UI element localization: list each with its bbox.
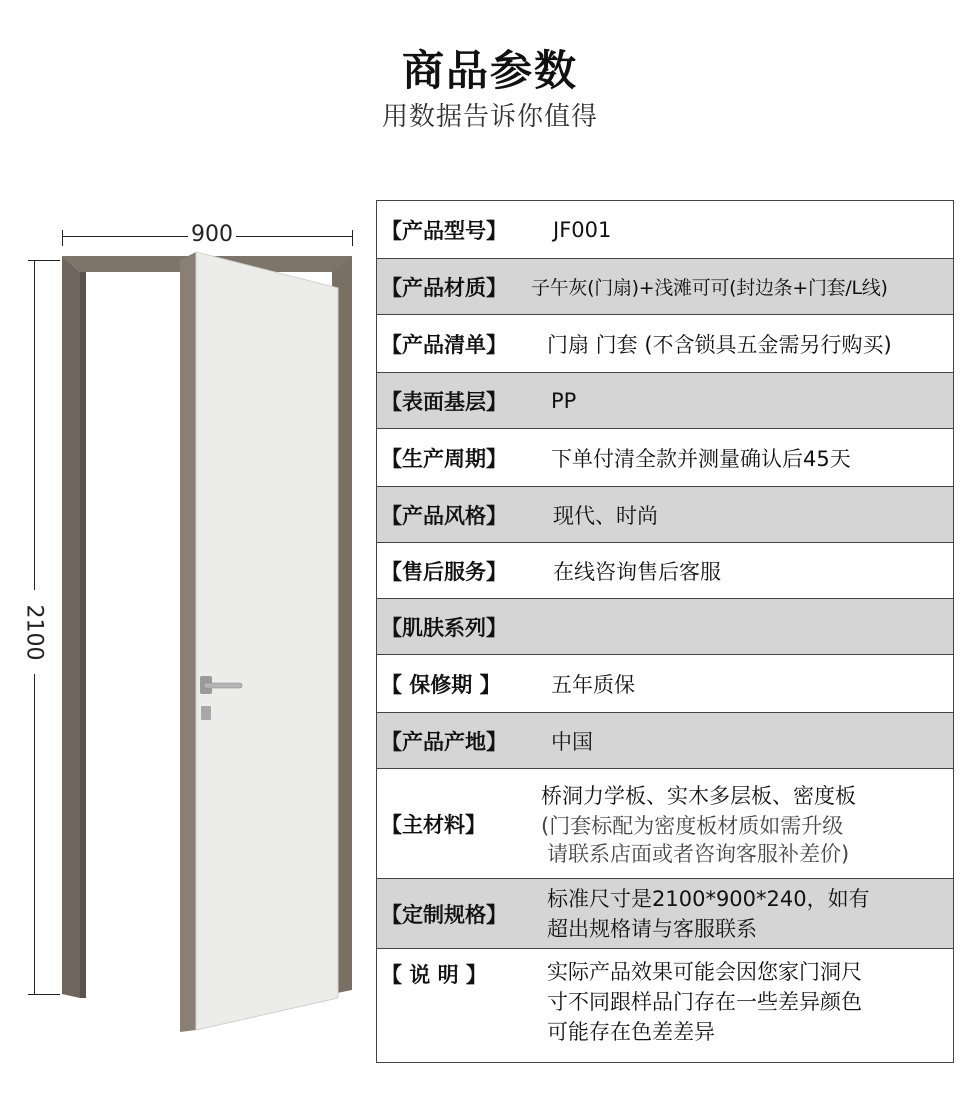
spec-value: 中国 <box>551 729 593 754</box>
spec-value: 下单付清全款并测量确认后45天 <box>551 446 851 471</box>
spec-row-origin <box>377 713 953 769</box>
spec-value-line: 寸不同跟样品门存在一些差异颜色 <box>547 990 862 1014</box>
spec-key: 【产品产地】 <box>381 729 507 754</box>
spec-value-line: 桥洞力学板、实木多层板、密度板 <box>541 783 856 808</box>
spec-value-line: 实际产品效果可能会因您家门洞尺 <box>547 960 862 984</box>
page-title: 商品参数 <box>401 46 578 95</box>
door-frame-left <box>62 256 80 998</box>
spec-key: 【产品风格】 <box>381 503 507 528</box>
spec-key: 【 说 明 】 <box>381 963 487 987</box>
spec-table <box>376 200 954 1063</box>
spec-row-notes <box>377 949 953 1063</box>
width-dimension-label: 900 <box>188 222 236 247</box>
spec-key: 【主材料】 <box>381 812 486 837</box>
spec-row-series <box>377 599 953 655</box>
spec-value: 门扇 门套 (不含锁具五金需另行购买) <box>547 332 892 357</box>
spec-row-main-material <box>377 769 953 879</box>
spec-row-material <box>377 259 953 315</box>
door-leaf-panel <box>196 252 338 1030</box>
spec-value: JF001 <box>553 217 612 242</box>
spec-row-warranty <box>377 655 953 713</box>
spec-row-contents <box>377 315 953 373</box>
spec-value-note-line: 请联系店面或者咨询客服补差价) <box>547 841 850 866</box>
spec-value <box>541 780 953 868</box>
page-subtitle: 用数据告诉你值得 <box>381 102 598 132</box>
spec-value <box>547 884 953 944</box>
spec-key: 【定制规格】 <box>381 902 507 927</box>
spec-value: 五年质保 <box>551 672 635 697</box>
spec-value-line: 可能存在色差差异 <box>547 1020 715 1044</box>
door-illustration <box>0 180 370 1080</box>
spec-value-note-line: (门套标配为密度板材质如需升级 <box>541 813 844 838</box>
spec-row-surface <box>377 373 953 429</box>
door-frame-left-inner <box>80 272 86 998</box>
spec-key: 【 保修期 】 <box>381 672 501 697</box>
door-drawing <box>0 180 370 1080</box>
spec-value <box>547 957 953 1047</box>
spec-key: 【表面基层】 <box>381 389 507 414</box>
spec-key: 【肌肤系列】 <box>381 615 507 640</box>
spec-row-model <box>377 201 953 259</box>
door-lock-plate <box>201 706 211 720</box>
spec-value: PP <box>551 388 577 413</box>
spec-row-style <box>377 487 953 543</box>
spec-value: 子午灰(门扇)+浅滩可可(封边条+门套/L线) <box>531 277 888 299</box>
door-leaf-edge <box>180 252 196 1032</box>
spec-row-lead-time <box>377 429 953 487</box>
height-dimension-label: 2100 <box>21 604 47 661</box>
spec-key: 【生产周期】 <box>381 446 507 471</box>
spec-key: 【产品材质】 <box>381 275 507 300</box>
spec-key: 【产品型号】 <box>381 218 507 243</box>
spec-key: 【售后服务】 <box>381 559 507 584</box>
door-handle-lever <box>204 683 242 688</box>
spec-row-custom-size <box>377 879 953 949</box>
spec-value: 在线咨询售后客服 <box>553 559 721 584</box>
spec-value-line: 超出规格请与客服联系 <box>547 916 757 941</box>
spec-key: 【产品清单】 <box>381 332 507 357</box>
spec-row-after-sales <box>377 543 953 599</box>
spec-value: 现代、时尚 <box>553 503 658 528</box>
spec-value-line: 标准尺寸是2100*900*240，如有 <box>547 886 870 911</box>
